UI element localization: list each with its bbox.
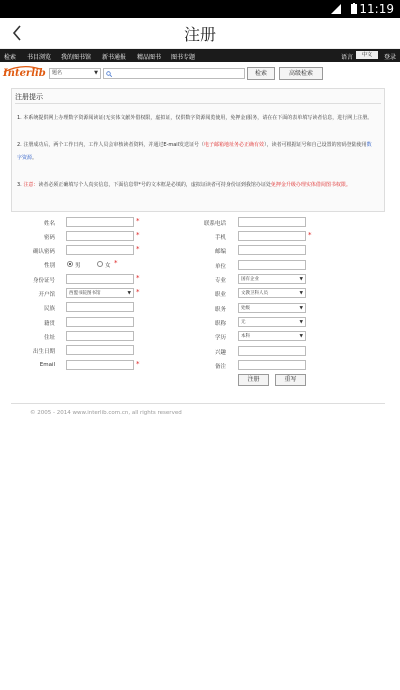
top-nav-bar [0,49,400,62]
interests-label: 兴趣 [214,350,226,356]
search-icon [106,71,112,77]
search-field-value: 题名 [52,70,63,76]
page-title: 注册 [183,25,216,44]
notice-item-2-text-b: ），读者可根据证号和自己设置的密码登陆使用 [264,142,367,148]
remarks-label: 备注 [214,364,226,370]
title-rank-value: 无 [241,320,246,325]
notice-item-2-red: 电子邮箱地址务必正确有效 [204,142,265,148]
notice-title: 注册提示 [15,93,43,101]
position-value: 处级 [241,306,250,311]
required-mark: * [136,231,140,239]
nav-item-my-library[interactable]: 我的图书馆 [61,54,92,61]
notice-item-3-num: 3. [17,182,24,188]
interests-input[interactable] [238,346,306,356]
register-button[interactable]: 注册 [238,374,269,386]
notice-item-3 [17,179,375,192]
advanced-search-button[interactable]: 高级检索 [279,67,323,80]
native-place-label: 籍贯 [43,321,55,327]
position-select[interactable] [238,303,306,313]
nav-item-search[interactable]: 检索 [4,54,17,61]
mobile-label: 手机 [214,235,226,241]
dropdown-arrow-icon: ▼ [299,291,303,296]
reset-button[interactable]: 重写 [275,374,306,386]
signal-icon [330,3,342,15]
interlib-logo: Interlib [3,68,46,79]
status-bar [0,0,400,18]
remarks-input[interactable] [238,360,306,370]
password-label: 密码 [43,235,55,241]
address-input[interactable] [66,331,134,341]
dropdown-arrow-icon: ▼ [299,277,303,282]
title-rank-select[interactable] [238,317,306,327]
registration-notice [11,88,385,212]
nav-item-new-books[interactable]: 新书通报 [102,54,127,61]
nav-item-browse[interactable]: 书目浏览 [27,54,52,61]
occupation-select[interactable] [238,288,306,298]
search-button[interactable]: 检索 [247,67,275,80]
name-input[interactable] [66,217,134,227]
required-mark: * [136,288,140,296]
email-label: Email [39,362,55,368]
major-label: 专业 [214,278,226,284]
dropdown-arrow-icon: ▼ [299,306,303,311]
gender-male-radio[interactable] [67,261,73,267]
notice-item-3-note: 注意： [23,182,39,188]
app-header [0,18,400,49]
birth-date-label: 出生日期 [32,349,55,355]
language-select[interactable]: 中文 [356,51,378,59]
id-number-input[interactable] [66,274,134,284]
notice-item-1: 1. 本系统提供网上办理数字资源阅读证(无实体文献外借权限，虚拟证，仅供数字资源阅览使用，免押金)服务，请在在下面的表单填写读者信息，进行网上注册。 [17,115,373,121]
gender-male-label: 男 [75,263,81,269]
position-label: 职务 [214,307,226,313]
email-input[interactable] [66,360,134,370]
postcode-input[interactable] [238,245,306,255]
employer-label: 单位 [214,264,226,270]
gender-female-label: 女 [105,263,111,269]
registration-form [0,213,400,403]
confirm-password-label: 确认密码 [32,249,55,255]
birth-date-input[interactable] [66,345,134,355]
status-time: 11:19 [359,2,394,16]
login-link[interactable]: 登录 [384,54,397,61]
search-input[interactable] [103,68,245,79]
title-rank-label: 职称 [214,321,226,327]
phone-label: 联系电话 [203,221,226,227]
ethnicity-input[interactable] [66,302,134,312]
notice-item-2-end: 。 [32,155,38,161]
search-row [0,63,400,85]
id-number-label: 身份证号 [32,278,55,284]
dropdown-arrow-icon: ▼ [299,320,303,325]
required-mark: * [114,259,118,267]
footer-divider [11,403,385,404]
ethnicity-label: 民族 [43,306,55,312]
dropdown-arrow-icon: ▼ [94,70,98,76]
notice-item-2 [17,139,375,165]
home-library-select[interactable] [66,288,134,298]
education-value: 本科 [241,334,250,339]
confirm-password-input[interactable] [66,245,134,255]
native-place-input[interactable] [66,317,134,327]
gender-female-radio[interactable] [97,261,103,267]
phone-input[interactable] [238,217,306,227]
notice-divider [15,103,381,104]
education-select[interactable] [238,331,306,341]
required-mark: * [308,231,312,239]
dropdown-arrow-icon: ▼ [127,291,131,296]
name-label: 姓名 [43,221,55,227]
required-mark: * [136,217,140,225]
digital-resources-link[interactable]: 数字资源 [17,142,372,161]
notice-item-3-red: 免押金升级办理实体借阅图书权限。 [270,182,351,188]
notice-item-2-text: 2. 注册成功后，两个工作日内，工作人员会审核读者资料，并通过E-mail发送证号（ [17,142,205,148]
battery-icon [348,3,360,15]
mobile-input[interactable] [238,231,306,241]
notice-item-3-text: 读者必须正确填写个人真实信息，下面信息带*号的文本框是必填的，虚拟证读者可持身份证到我馆办证处 [38,182,271,188]
required-mark: * [136,274,140,282]
nav-item-featured[interactable]: 精品图书 [137,54,162,61]
home-library-label: 开户馆 [38,292,55,298]
required-mark: * [136,360,140,368]
major-value: 国有企业 [241,277,259,282]
search-field-select[interactable] [49,68,101,79]
postcode-label: 邮编 [214,249,226,255]
occupation-label: 职业 [214,292,226,298]
copyright-text: © 2005 - 2014 www.interlib.com.cn, all rights reserved [30,410,182,416]
language-label: 语言 [341,54,354,61]
home-library-value: 西盟书院图书馆 [69,291,101,296]
education-label: 学历 [214,335,226,341]
address-label: 住址 [43,335,55,341]
gender-label: 性别 [43,263,55,269]
major-select[interactable] [238,274,306,284]
required-mark: * [136,245,140,253]
occupation-value: 文教卫科人员 [241,291,268,296]
nav-item-topics[interactable]: 图书专题 [171,54,196,61]
password-input[interactable] [66,231,134,241]
dropdown-arrow-icon: ▼ [299,334,303,339]
employer-input[interactable] [238,260,306,270]
